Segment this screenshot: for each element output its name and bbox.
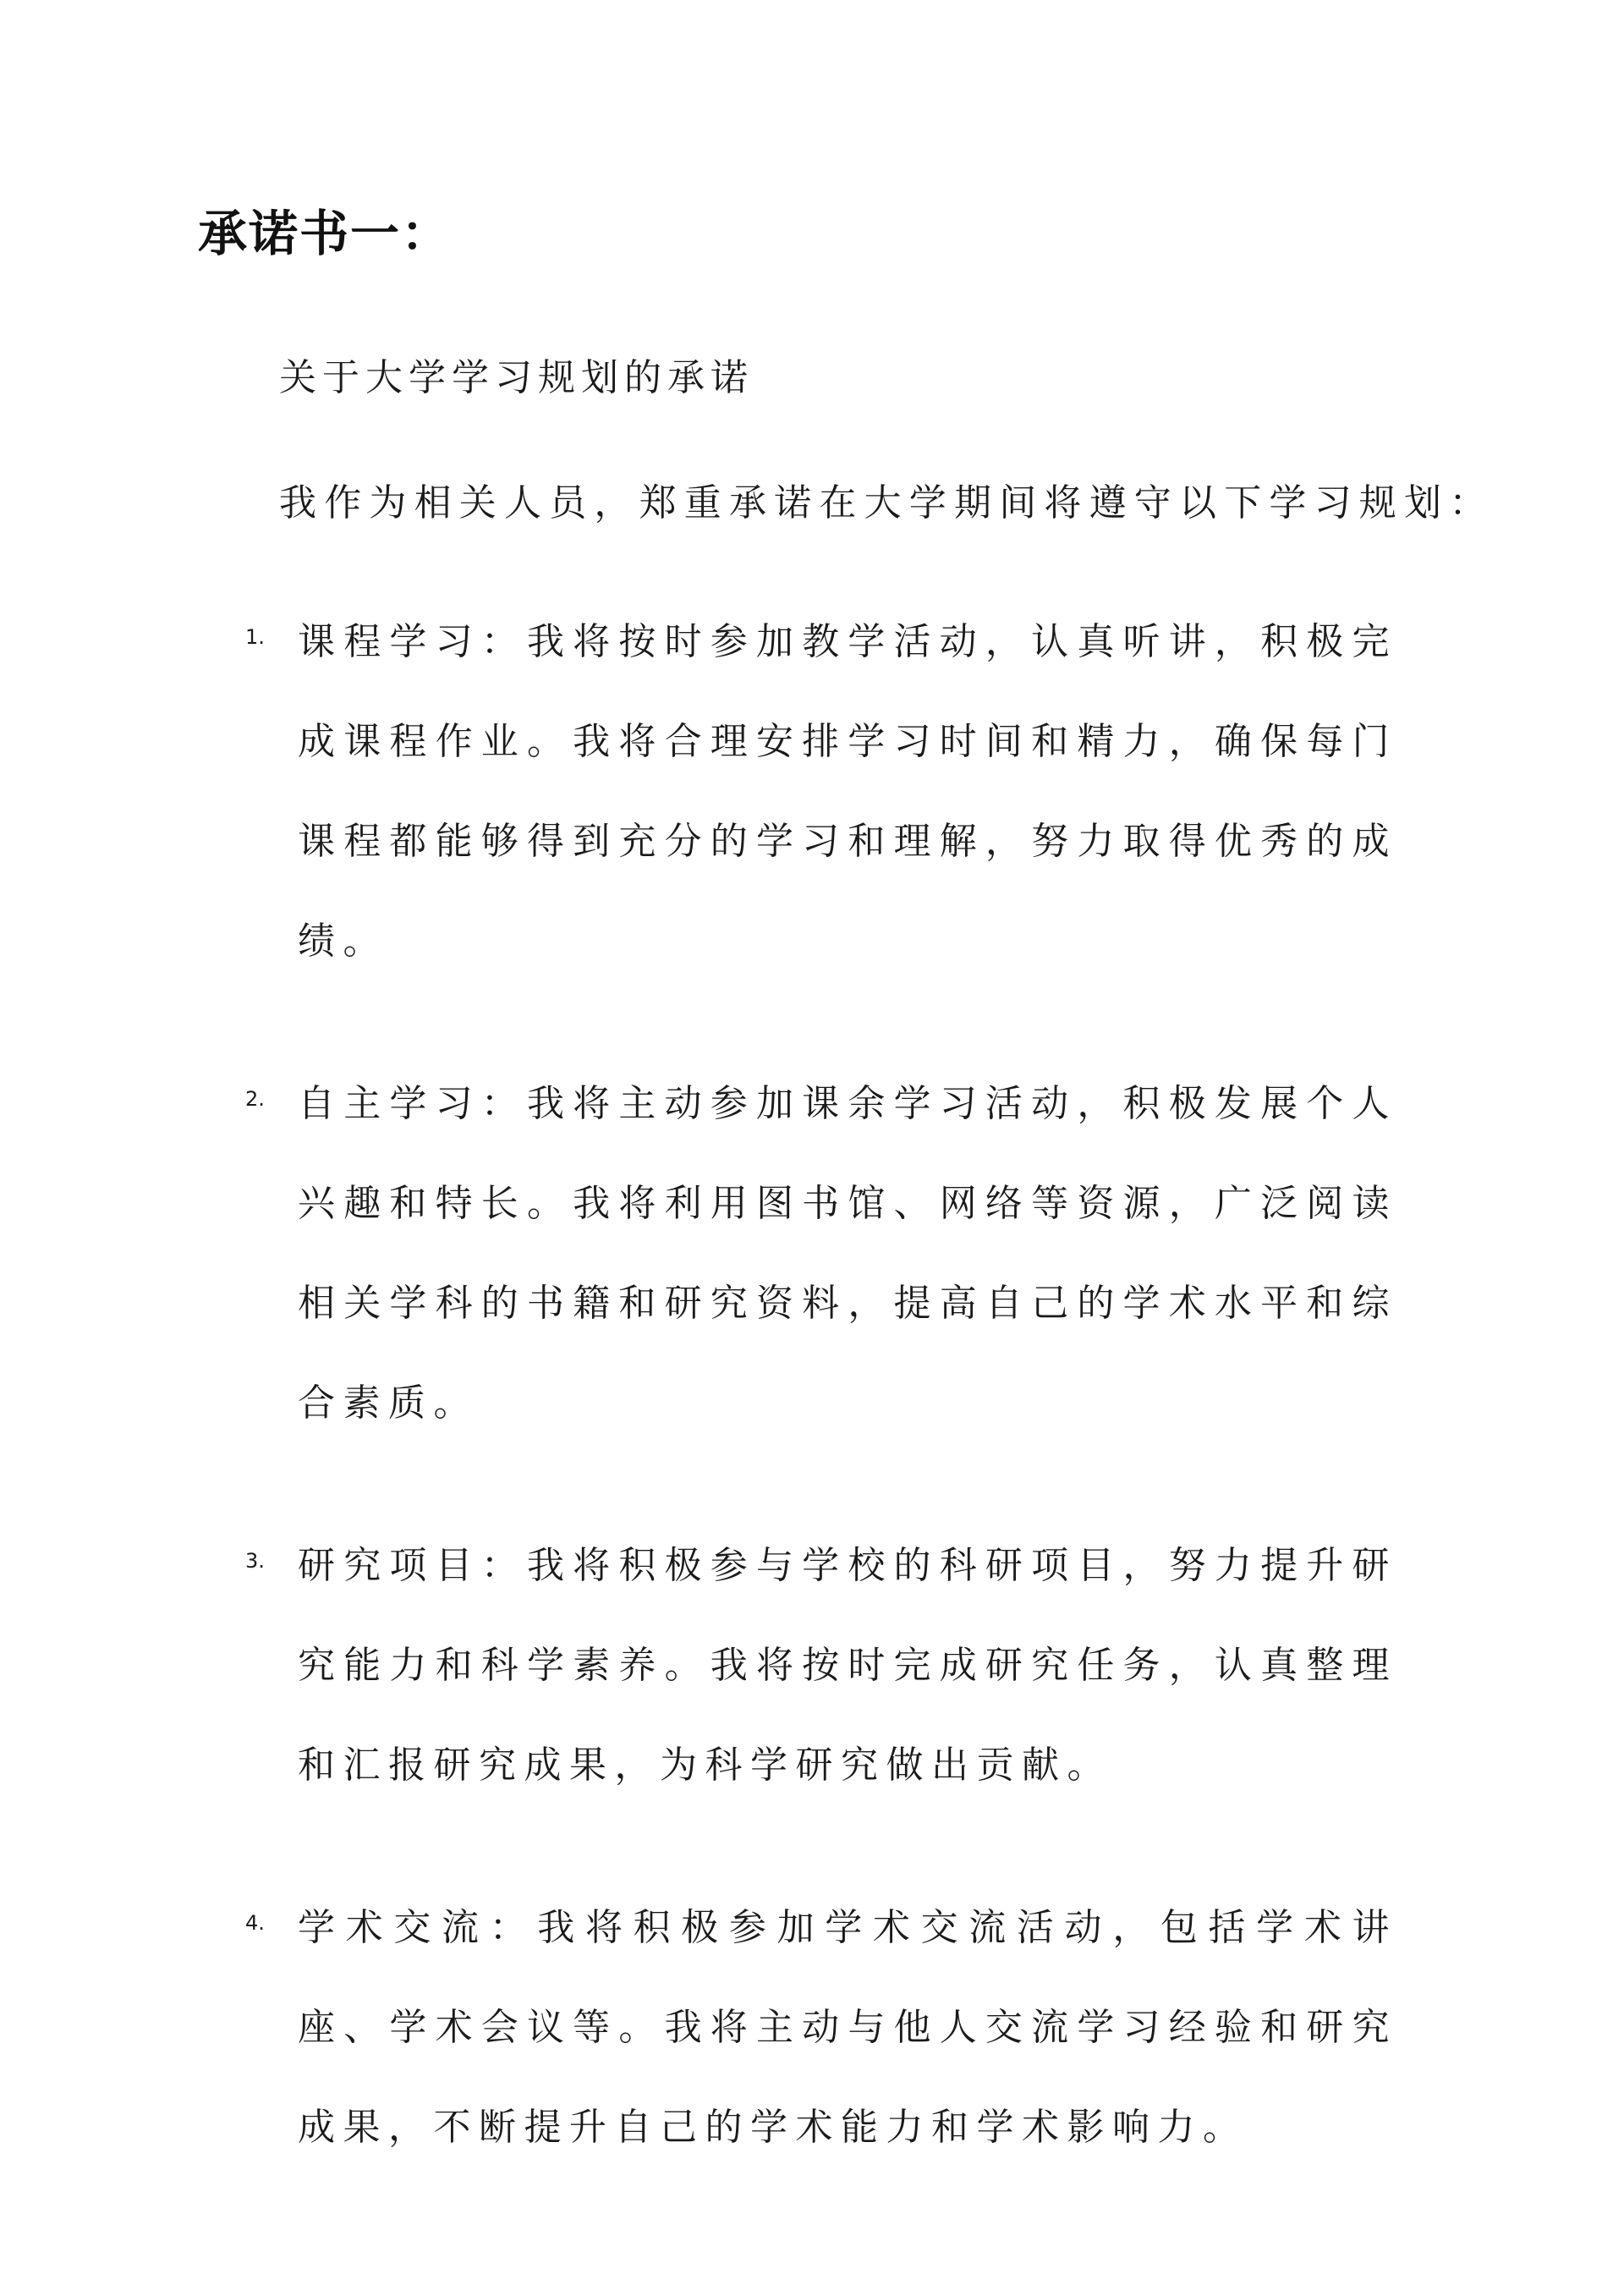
list-item-number: 1. xyxy=(245,625,265,649)
list-item xyxy=(0,592,1624,991)
document-subtitle: 关于大学学习规划的承诺 xyxy=(279,356,754,399)
list-item-text: 学术交流：我将积极参加学术交流活动，包括学术讲座、学术会议等。我将主动与他人交流学习经验和研究成果，不断提升自己的学术能力和学术影响力。 xyxy=(298,1906,1397,2149)
list-item-number: 4. xyxy=(245,1911,265,1935)
list-item xyxy=(0,1878,1624,2178)
list-item-text: 自主学习：我将主动参加课余学习活动，积极发展个人兴趣和特长。我将利用图书馆、网络等资源，广泛阅读相关学科的书籍和研究资料，提高自己的学术水平和综合素质。 xyxy=(298,1082,1397,1425)
list-item-number: 2. xyxy=(245,1087,265,1111)
list-item xyxy=(0,1516,1624,1815)
list-item-text: 研究项目：我将积极参与学校的科研项目，努力提升研究能力和科学素养。我将按时完成研究任务，认真整理和汇报研究成果，为科学研究做出贡献。 xyxy=(298,1544,1397,1787)
list-item-text: 课程学习：我将按时参加教学活动，认真听讲，积极完成课程作业。我将合理安排学习时间和精力，确保每门课程都能够得到充分的学习和理解，努力取得优秀的成绩。 xyxy=(298,620,1397,963)
list-item xyxy=(0,1054,1624,1453)
document-heading: 承诺书一： xyxy=(198,205,453,262)
intro-paragraph: 我作为相关人员，郑重承诺在大学期间将遵守以下学习规划： xyxy=(279,481,1495,525)
list-item-number: 3. xyxy=(245,1549,265,1573)
commitment-list xyxy=(0,592,1624,2240)
